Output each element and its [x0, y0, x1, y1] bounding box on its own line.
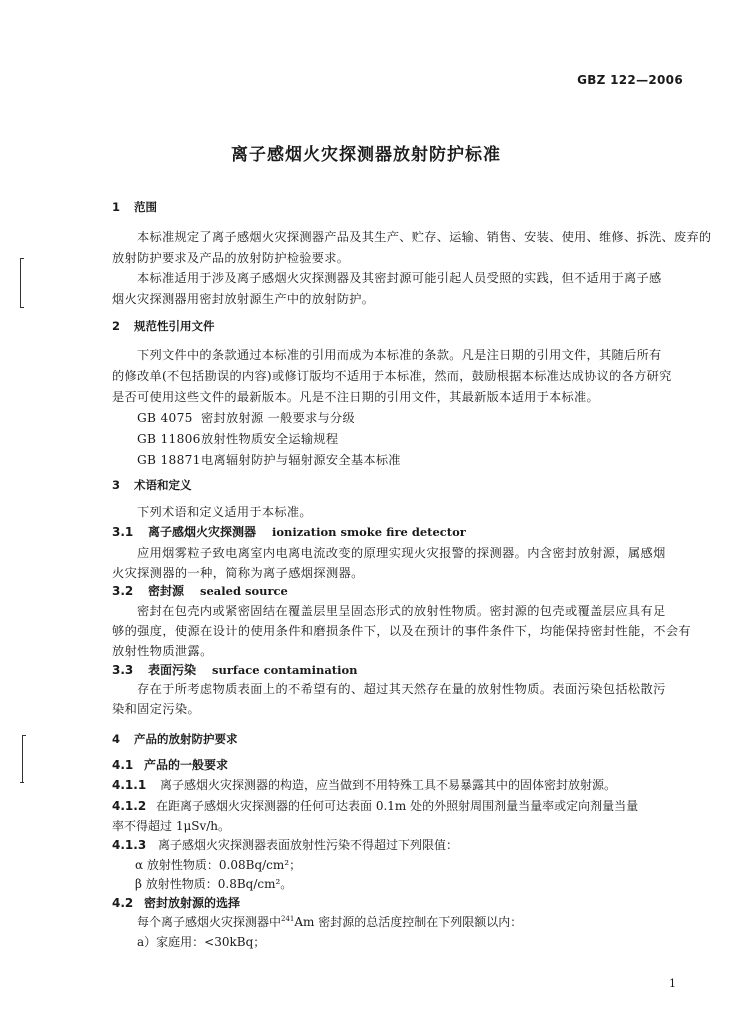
section-title: 术语和定义	[134, 478, 192, 492]
margin-tick	[20, 258, 24, 259]
subsection-heading	[112, 894, 240, 911]
margin-tick	[20, 782, 24, 783]
document-title: 离子感烟火灾探测器放射防护标准	[231, 145, 501, 165]
text-run: 每个离子感烟火灾探测器中	[137, 915, 282, 929]
paragraph-line: 密封在包壳内或紧密固结在覆盖层里呈固态形式的放射性物质。密封源的包壳或覆盖层应具有足	[137, 604, 666, 618]
subsection-title: 产品的一般要求	[144, 758, 229, 772]
reference-title: 放射性物质安全运输规程	[201, 432, 339, 446]
clause-number: 4.1.1	[112, 778, 147, 792]
margin-tick	[22, 735, 26, 736]
paragraph-line: 率不得超过 1μSv/h。	[112, 819, 231, 833]
term-heading	[112, 661, 358, 678]
paragraph-line: 火灾探测器的一种，简称为离子感烟探测器。	[112, 566, 364, 580]
paragraph-line: 下列文件中的条款通过本标准的引用而成为本标准的条款。凡是注日期的引用文件，其随后所有	[137, 348, 662, 362]
margin-tick	[20, 307, 24, 308]
subsection-heading	[112, 756, 228, 773]
subsection-number: 4.1	[112, 758, 134, 772]
section-1-heading	[112, 199, 157, 215]
reference-title: 电离辐射防护与辐射源安全基本标准	[201, 453, 401, 467]
section-number: 1	[112, 200, 121, 214]
paragraph-line: 的修改单(不包括勘误的内容)或修订版均不适用于本标准，然而，鼓励根据本标准达成协议的各方研究	[112, 369, 672, 383]
reference-code: GB 18871	[137, 453, 201, 467]
section-4-heading	[112, 731, 238, 747]
term-heading	[112, 582, 288, 599]
reference-item	[137, 430, 338, 447]
paragraph-line: 放射性物质泄露。	[112, 644, 213, 658]
paragraph-line: 本标准适用于涉及离子感烟火灾探测器及其密封源可能引起人员受照的实践，但不适用于离子感	[137, 271, 662, 285]
reference-code: GB 4075	[137, 411, 193, 425]
clause-text: 在距离子感烟火灾探测器的任何可达表面 0.1m 处的外照射周围剂量当量率或定向剂量当量	[156, 799, 639, 813]
reference-item	[137, 451, 401, 468]
term-number: 3.3	[112, 663, 134, 677]
clause-number: 4.1.3	[112, 838, 147, 852]
term-chinese: 表面污染	[148, 663, 197, 677]
term-english: surface contamination	[212, 663, 358, 677]
margin-change-bar	[20, 258, 21, 308]
paragraph-line	[137, 913, 522, 930]
term-number: 3.1	[112, 525, 134, 539]
paragraph-line: 够的强度，使源在设计的使用条件和磨损条件下，以及在预计的事件条件下，均能保持密封性能，不会有	[112, 624, 692, 638]
clause	[112, 776, 616, 793]
page-number: 1	[669, 977, 676, 990]
section-number: 2	[112, 319, 121, 333]
paragraph-line: 应用烟雾粒子致电离室内电离电流改变的原理实现火灾报警的探测器。内含密封放射源，属感烟	[137, 546, 666, 560]
section-2-heading	[112, 318, 215, 334]
paragraph-line: 下列术语和定义适用于本标准。	[137, 505, 312, 519]
margin-change-bar	[22, 735, 23, 783]
term-english: ionization smoke fire detector	[272, 525, 466, 539]
term-number: 3.2	[112, 584, 134, 598]
paragraph-line: 烟火灾探测器用密封放射源生产中的放射防护。	[112, 292, 375, 306]
clause	[112, 836, 458, 853]
standard-code: GBZ 122—2006	[577, 73, 683, 87]
text-run: Am 密封源的总活度控制在下列限额以内：	[294, 915, 523, 929]
clause-number: 4.1.2	[112, 799, 147, 813]
clause-text: 离子感烟火灾探测器表面放射性污染不得超过下列限值：	[158, 838, 459, 852]
reference-title: 密封放射源 一般要求与分级	[201, 411, 356, 425]
clause	[112, 797, 638, 814]
reference-code: GB 11806	[137, 432, 201, 446]
paragraph-line: 存在于所考虑物质表面上的不希望有的、超过其天然存在量的放射性物质。表面污染包括松散污	[137, 682, 666, 696]
subsection-title: 密封放射源的选择	[144, 896, 241, 910]
term-chinese: 离子感烟火灾探测器	[148, 525, 257, 539]
superscript: 241	[281, 915, 295, 923]
list-item: a）家庭用：<30kBq；	[137, 935, 266, 949]
section-title: 产品的放射防护要求	[134, 732, 238, 746]
section-title: 规范性引用文件	[134, 319, 215, 333]
section-title: 范围	[134, 200, 157, 214]
paragraph-line: 染和固定污染。	[112, 702, 201, 716]
term-heading	[112, 523, 466, 540]
paragraph-line: 是否可使用这些文件的最新版本。凡是不注日期的引用文件，其最新版本适用于本标准。	[112, 390, 600, 404]
section-number: 3	[112, 478, 121, 492]
clause-text: 离子感烟火灾探测器的构造，应当做到不用特殊工具不易暴露其中的固体密封放射源。	[160, 778, 617, 792]
reference-item	[137, 409, 355, 426]
subsection-number: 4.2	[112, 896, 134, 910]
paragraph-line: 本标准规定了离子感烟火灾探测器产品及其生产、贮存、运输、销售、安装、使用、维修、拆洗、废弃的	[137, 230, 712, 244]
term-chinese: 密封源	[148, 584, 185, 598]
limit-beta: β 放射性物质：0.8Bq/cm²。	[135, 877, 293, 891]
limit-alpha: α 放射性物质：0.08Bq/cm²；	[135, 858, 302, 872]
term-english: sealed source	[200, 584, 288, 598]
section-3-heading	[112, 477, 192, 493]
paragraph-line: 放射防护要求及产品的放射防护检验要求。	[112, 251, 350, 265]
section-number: 4	[112, 732, 121, 746]
